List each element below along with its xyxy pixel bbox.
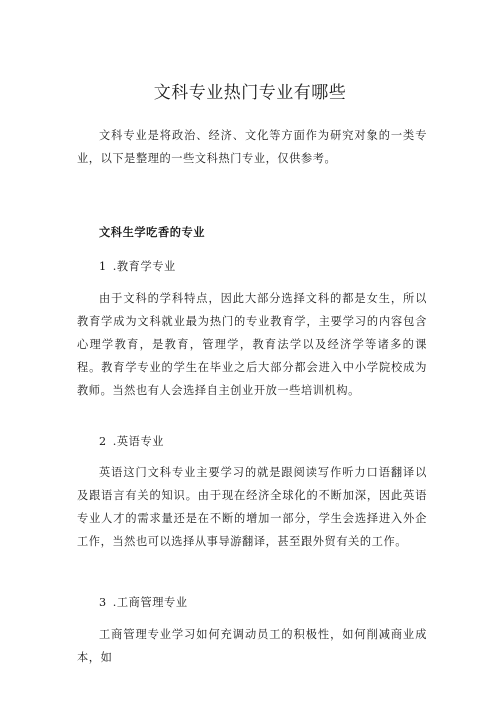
item-body-3: 工商管理专业学习如何充调动员工的积极性，如何削减商业成本，如 (77, 628, 427, 664)
item-number: 3 (99, 596, 107, 609)
item-heading-2 (99, 434, 164, 450)
item-title: .英语专业 (112, 435, 165, 448)
item-heading-3 (99, 595, 188, 611)
item-number: 2 (99, 435, 107, 448)
item-title: .工商管理专业 (112, 596, 188, 609)
item-title: .教育学专业 (112, 260, 176, 273)
item-body-1: 由于文科的学科特点，因此大部分选择文科的都是女生，所以教育学成为文科就业最为热门的专业教育学，主要学习的内容包含心理学教育，是教育，管理学，教育法学以及经济学等诸多的课程。教育学专业的学生在毕业之后大部分都会进入中小学院校成为教师。当然也有人会选择自主创业开放一些培训机构。 (77, 292, 427, 397)
item-body-2: 英语这门文科专业主要学习的就是跟阅读写作听力口语翻译以及跟语言有关的知识。由于现在经济全球化的不断加深，因此英语专业人才的需求量还是在不断的增加一部分，学生会选择进入外企工作，当然也可以选择从事导游翻译，甚至跟外贸有关的工作。 (77, 466, 427, 548)
item-heading-1 (99, 259, 176, 275)
intro-paragraph: 文科专业是将政治、经济、文化等方面作为研究对象的一类专业，以下是整理的一些文科热门专业，仅供参考。 (77, 129, 427, 165)
section-heading: 文科生学吃香的专业 (99, 225, 206, 239)
item-number: 1 (99, 260, 107, 273)
document-title: 文科专业热门专业有哪些 (153, 83, 347, 103)
